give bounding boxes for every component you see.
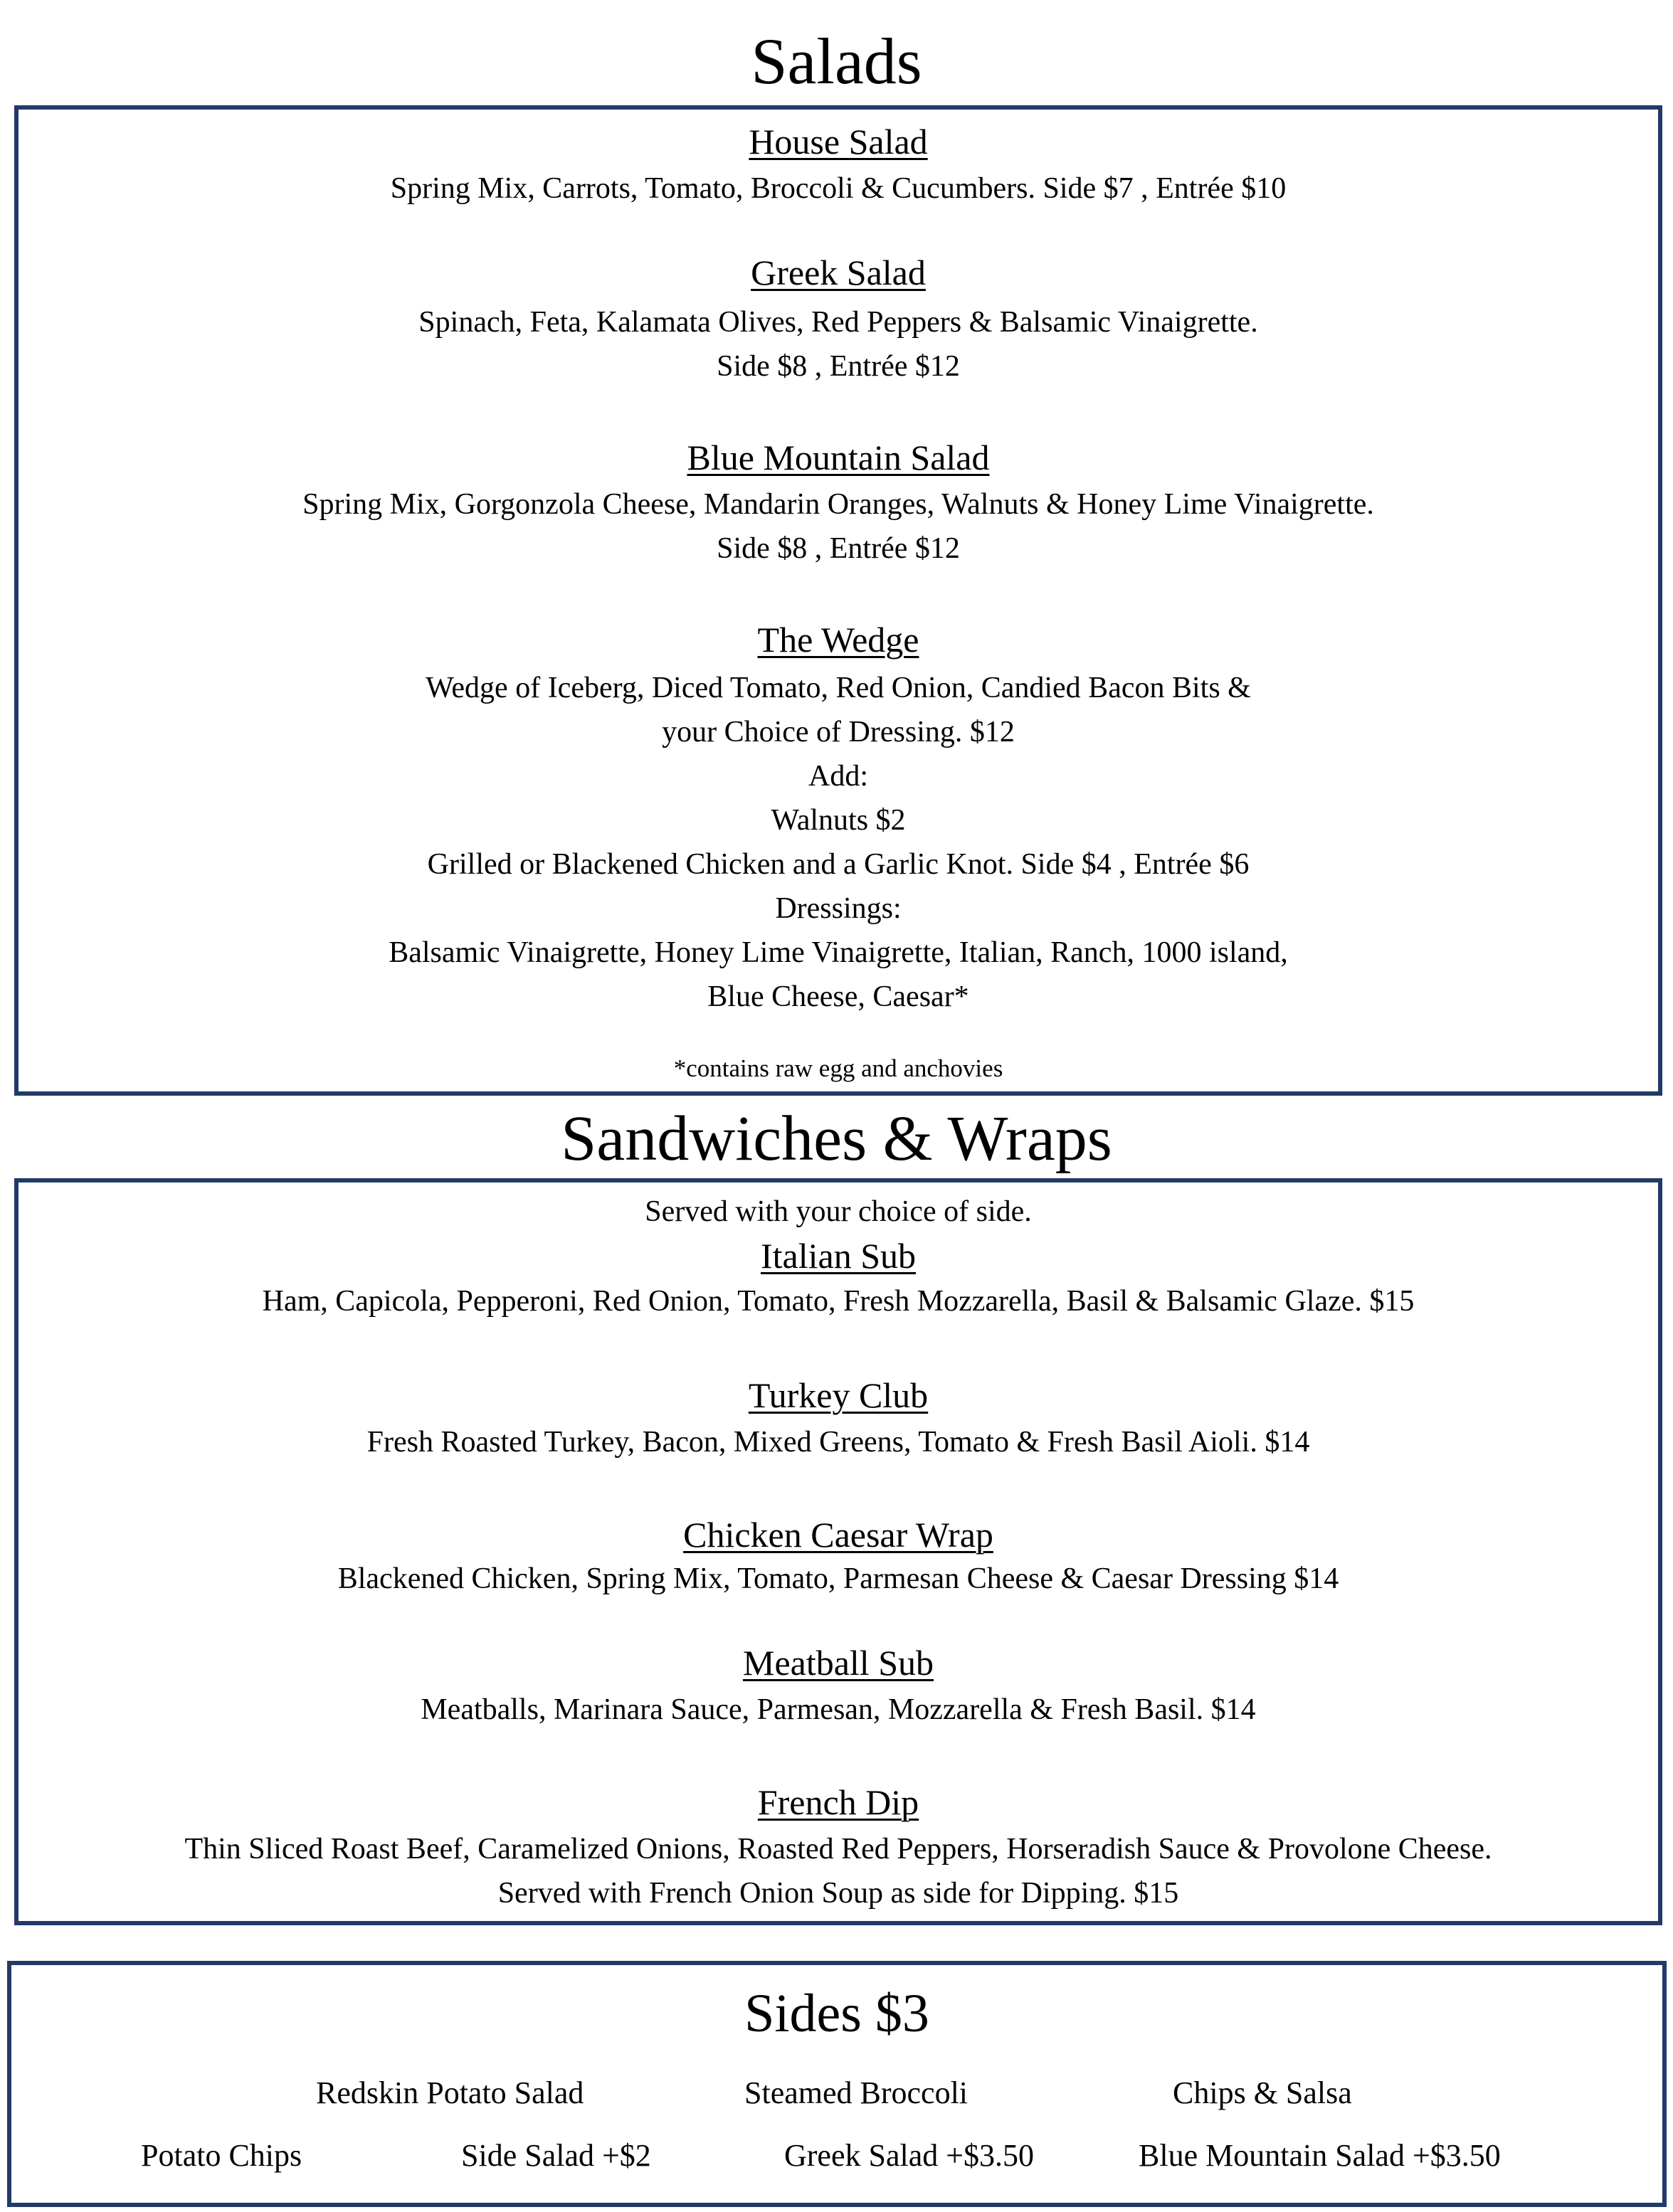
menu-item-name: Turkey Club: [748, 1375, 929, 1415]
menu-item-description: Ham, Capicola, Pepperoni, Red Onion, Tomato, Fresh Mozzarella, Basil & Balsamic Glaze. $15: [262, 1285, 1415, 1318]
add-item: Grilled or Blackened Chicken and a Garlic Knot. Side $4 , Entrée $6: [427, 848, 1250, 881]
menu-item-name: Italian Sub: [760, 1236, 917, 1276]
sandwiches-title: Sandwiches & Wraps: [561, 1104, 1112, 1174]
sides-title: Sides $3: [744, 1984, 929, 2043]
side-item: Greek Salad +$3.50: [784, 2138, 1035, 2173]
menu-item-description: Side $8 , Entrée $12: [717, 350, 960, 383]
menu-item-description: Side $8 , Entrée $12: [717, 532, 960, 565]
menu-item-description: Meatballs, Marinara Sauce, Parmesan, Mozzarella & Fresh Basil. $14: [421, 1693, 1256, 1726]
add-item: Walnuts $2: [771, 804, 906, 837]
side-item: Side Salad +$2: [461, 2138, 651, 2173]
menu-item-description: Thin Sliced Roast Beef, Caramelized Onions, Roasted Red Peppers, Horseradish Sauce & Provolone Cheese.: [184, 1833, 1492, 1866]
menu-item-description: Spring Mix, Gorgonzola Cheese, Mandarin Oranges, Walnuts & Honey Lime Vinaigrette.: [302, 488, 1374, 521]
dressings-list: Balsamic Vinaigrette, Honey Lime Vinaigrette, Italian, Ranch, 1000 island,: [389, 936, 1288, 969]
menu-item-name: Greek Salad: [751, 253, 926, 292]
menu-item-description: Wedge of Iceberg, Diced Tomato, Red Onion, Candied Bacon Bits &: [426, 672, 1251, 704]
menu-item-description: Served with French Onion Soup as side for Dipping. $15: [497, 1877, 1179, 1910]
menu-item-name: House Salad: [749, 122, 928, 162]
sandwiches-intro: Served with your choice of side.: [645, 1195, 1032, 1228]
menu-item-description: Spinach, Feta, Kalamata Olives, Red Peppers & Balsamic Vinaigrette.: [418, 306, 1258, 339]
dressings-list: Blue Cheese, Caesar*: [707, 980, 969, 1013]
side-item: Redskin Potato Salad: [316, 2075, 584, 2110]
menu-item-name: Chicken Caesar Wrap: [683, 1515, 993, 1555]
footnote: *contains raw egg and anchovies: [673, 1054, 1003, 1082]
menu-item-description: Fresh Roasted Turkey, Bacon, Mixed Greens, Tomato & Fresh Basil Aioli. $14: [366, 1426, 1310, 1459]
dressings-label: Dressings:: [775, 892, 902, 925]
menu-item-description: your Choice of Dressing. $12: [662, 716, 1015, 748]
menu-item-name: Meatball Sub: [742, 1643, 934, 1683]
side-item: Potato Chips: [141, 2138, 302, 2173]
menu-item-name: French Dip: [757, 1782, 919, 1822]
side-item: Chips & Salsa: [1173, 2075, 1352, 2110]
salads-title: Salads: [751, 25, 922, 97]
add-label: Add:: [808, 760, 868, 793]
menu-item-name: Blue Mountain Salad: [687, 438, 990, 477]
salads-box: [14, 105, 1662, 1096]
side-item: Steamed Broccoli: [744, 2075, 969, 2110]
menu-item-description: Blackened Chicken, Spring Mix, Tomato, Parmesan Cheese & Caesar Dressing $14: [337, 1562, 1339, 1595]
menu-item-description: Spring Mix, Carrots, Tomato, Broccoli & Cucumbers. Side $7 , Entrée $10: [390, 172, 1287, 205]
menu-item-name: The Wedge: [757, 620, 919, 660]
side-item: Blue Mountain Salad +$3.50: [1139, 2138, 1501, 2173]
sides-box: [7, 1961, 1667, 2207]
sandwiches-box: [14, 1178, 1662, 1925]
